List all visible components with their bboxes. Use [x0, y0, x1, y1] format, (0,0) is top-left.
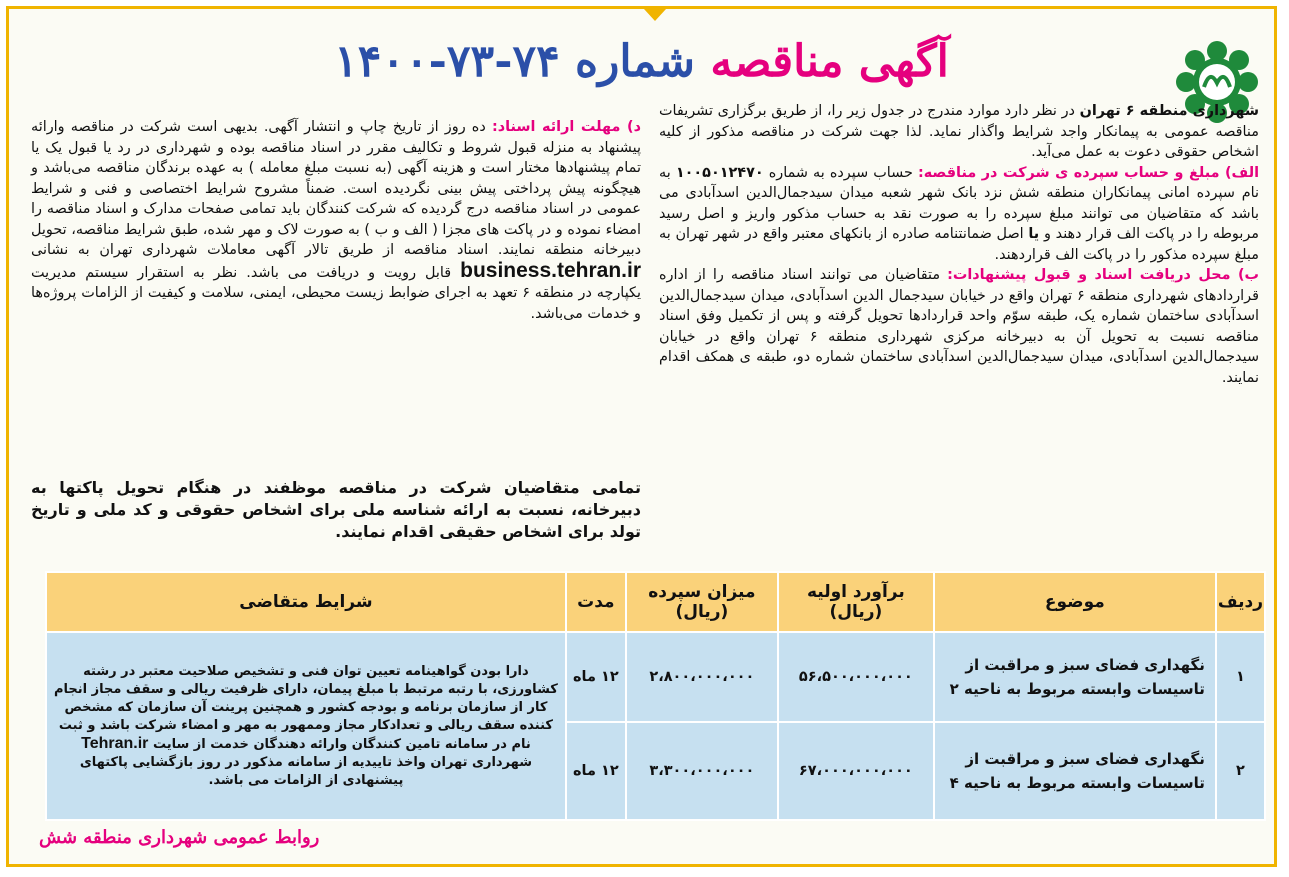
title-number: شماره ۷۴-۷۳-۱۴۰۰ — [334, 36, 696, 87]
section-a-ya: یا — [1028, 226, 1040, 242]
table-header-row — [46, 572, 1265, 632]
conditions-text-1: دارا بودن گواهینامه تعیین توان فنی و تشخیص صلاحیت معتبر در رشته کشاورزی، با رتبه مرتبط با مبلغ پیمان، دارای ظرفیت ریالی و سقف مجاز انجام کار از سازمان برنامه و بودجه کشور و همچنین پرینت آن سازمان که مشخص کننده سقف ریالی و تعدادکار مجاز وممهور به مهر و امضاء شرکت باشد و ثبت نام در سامانه تامین کنندگان وارائه دهندگان خدمت از سایت — [53, 663, 558, 752]
title-main: آگهی مناقصه — [710, 36, 949, 87]
tender-table — [45, 571, 1266, 821]
ad-frame — [6, 6, 1277, 867]
row-number: ۲ — [1216, 722, 1265, 820]
section-d-heading: د) مهلت ارائه اسناد: — [491, 119, 642, 135]
conditions-cell — [46, 632, 566, 820]
section-a — [659, 163, 1259, 266]
row-estimate: ۶۷،۰۰۰،۰۰۰،۰۰۰ — [778, 722, 934, 820]
section-b — [659, 265, 1259, 388]
frame-notch — [644, 9, 666, 21]
header-duration: مدت — [566, 572, 626, 632]
row-duration: ۱۲ ماه — [566, 722, 626, 820]
row-subject: نگهداری فضای سبز و مراقبت از تاسیسات وابسته مربوط به ناحیه ۴ — [934, 722, 1216, 820]
section-a-heading: الف) مبلغ و حساب سپرده ی شرکت در مناقصه: — [917, 164, 1260, 181]
row-duration: ۱۲ ماه — [566, 632, 626, 722]
conditions-text-2: شهرداری تهران واخذ تاییدیه از سامانه مذکور در روز بازگشایی پاکتهای پیشنهادی از الزامات می باشد. — [79, 754, 533, 788]
bold-notice: تمامی متقاضیان شرکت در مناقصه موظفند در هنگام تحویل پاکتها به دبیرخانه، نسبت به ارائه شناسه ملی برای اشخاص حقوقی و کد ملی و تاریخ تولد برای اشخاص حقیقی اقدام نمایند. — [31, 478, 641, 541]
row-deposit: ۳،۳۰۰،۰۰۰،۰۰۰ — [626, 722, 778, 820]
row-estimate: ۵۶،۵۰۰،۰۰۰،۰۰۰ — [778, 632, 934, 722]
row-subject: نگهداری فضای سبز و مراقبت از تاسیسات وابسته مربوط به ناحیه ۲ — [934, 632, 1216, 722]
row-deposit: ۲،۸۰۰،۰۰۰،۰۰۰ — [626, 632, 778, 722]
website-link[interactable]: business.tehran.ir — [460, 258, 642, 282]
footer-signature: روابط عمومی شهرداری منطقه شش — [39, 827, 320, 848]
section-b-heading: ب) محل دریافت اسناد و قبول پیشنهادات: — [947, 267, 1259, 283]
conditions-site: Tehran.ir — [81, 734, 149, 752]
ad-title — [9, 27, 1274, 97]
header-deposit: میزان سپرده (ریال) — [626, 572, 778, 632]
section-a-text-1: حساب سپرده به شماره — [768, 164, 913, 181]
intro-org: شهرداری منطقه ۶ تهران — [1079, 103, 1259, 119]
header-conditions: شرایط متقاضی — [46, 572, 566, 632]
section-d-heading-text: ده روز از تاریخ چاپ و انتشار آگهی. — [263, 119, 486, 135]
intro-paragraph — [659, 101, 1259, 163]
row-number: ۱ — [1216, 632, 1265, 722]
section-d-text-1: بدیهی است شرکت در مناقصه وارائه پیشنهاد به منزله قبول شروط و تکالیف مقرر در اسناد مناقصه بوده و شهرداری در رد یا قبول یک یا تمام پیشنهادها مختار است و هزینه آگهی (به نسبت مبلغ معامله ) به عهده برندگان مناقصه می‌باشد و هیچگونه پیش پرداختی پیش بینی نگردیده است. ضمناً مشروح شرایط اختصاصی و فنی و شرایط عمومی در اسناد مناقصه درج گردیده که شرکت کنندگان باید تمامی صفحات مدارک و اسناد مناقصه را امضاء نموده و در پاکت های مجزا ( الف و ب ) به صورت لاک و مهر شده، طبق شرایط مناقصه، تحویل دبیرخانه منطقه نمایند. اسناد مناقصه از طریق تالار آگهی معاملات شهرداری تهران به نشانی — [31, 119, 641, 258]
account-number: ۱۰۰۵۰۱۲۴۷۰ — [675, 164, 764, 181]
header-subject: موضوع — [934, 572, 1216, 632]
left-column — [31, 117, 641, 324]
right-column — [659, 101, 1259, 388]
header-row-number: ردیف — [1216, 572, 1265, 632]
section-a-text-3: اصل ضمانتنامه صادره از بانکهای معتبر واقع در شهر تهران به مبلغ سپرده مذکور را در پاکت الف قراردهند. — [659, 226, 1259, 263]
section-b-text: متقاضیان می توانند اسناد مناقصه را از اداره قراردادهای شهرداری منطقه ۶ تهران واقع در خیابان سیدجمال الدین اسدآبادی، میدان سیدجمال‌الدین اسدآبادی ساختمان شماره یک، طبقه سوّم واحد قراردادها تحویل گرفته و پس از تکمیل وفق اسناد مناقصه نسبت به تحویل آن به دبیرخانه مرکزی شهرداری منطقه ۶ تهران واقع در خیابان سیدجمال‌الدین اسدآبادی، میدان سیدجمال‌الدین اسدآبادی ساختمان شماره دو، طبقه ی همکف اقدام نمایند. — [659, 267, 1259, 386]
table-row — [46, 632, 1265, 722]
section-d-text-2: قابل رویت و دریافت می باشد. نظر به استقرار سیستم مدیریت یکپارچه در منطقه ۶ تعهد به اجرای ضوابط زیست محیطی، ایمنی، سلامت و کیفیت از الزامات پروژه‌ها و خدمات می‌باشد. — [31, 264, 641, 322]
intro-text: در نظر دارد موارد مندرج در جدول زیر را، از طریق برگزاری تشریفات مناقصه عمومی به پیمانکار واجد شرایط واگذار نماید. لذا جهت شرکت در مناقصه مذکور از کلیه اشخاص حقوقی دعوت به عمل می‌آید. — [659, 103, 1259, 160]
section-a-text-2: به نام سپرده امانی پیمانکاران منطقه شش نزد بانک شهر شعبه میدان سیدجمال‌الدین اسدآبادی می باشد که متقاضیان می توانند مبلغ سپرده را به صورت نقد به حساب مذکور واریز و اصل رسید مربوطه را در پاکت الف قرار دهند و — [659, 164, 1259, 242]
section-d — [31, 117, 641, 324]
header-estimate: برآورد اولیه (ریال) — [778, 572, 934, 632]
